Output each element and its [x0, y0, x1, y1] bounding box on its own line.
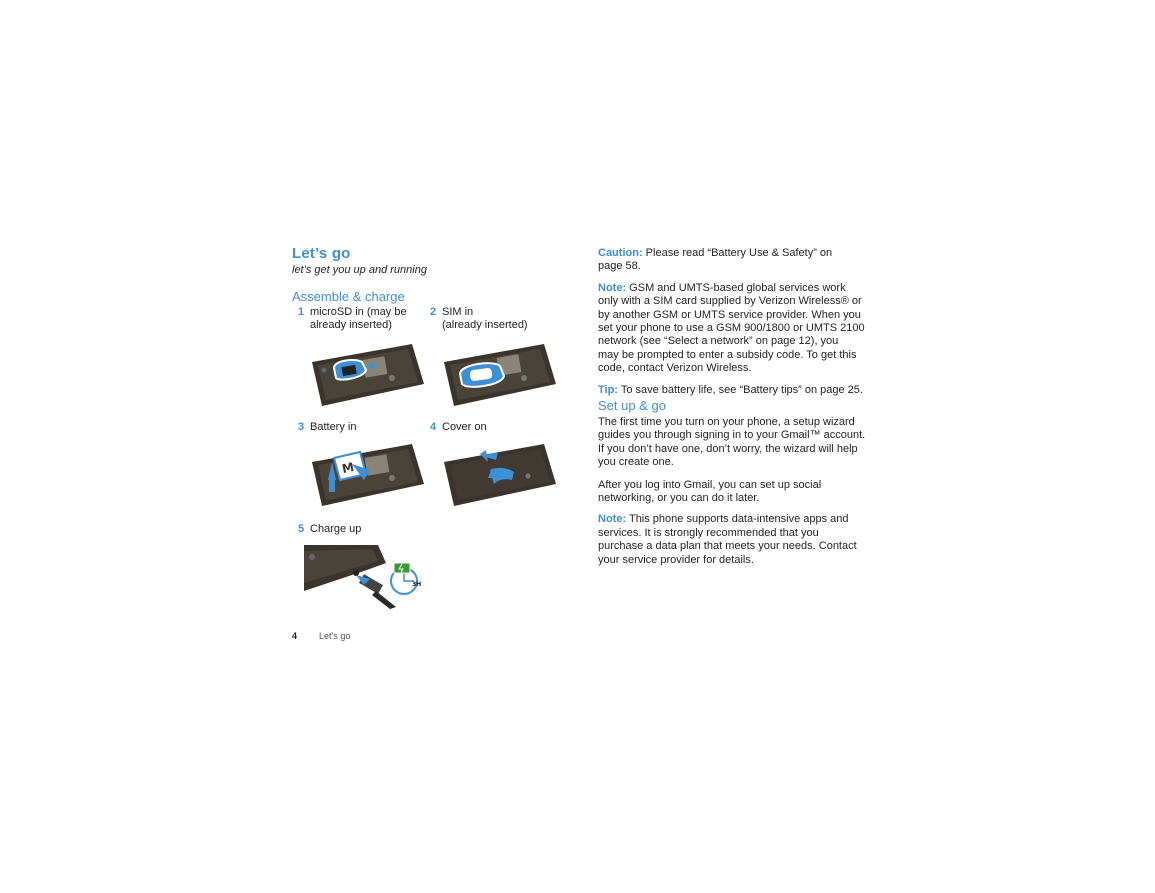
step-text: Battery in	[310, 421, 357, 433]
text-line: This phone supports data-intensive apps and	[628, 513, 849, 526]
text-line: may be prompted to enter a subsidy code. To get this	[598, 348, 857, 361]
note-label: Note:	[598, 281, 627, 294]
step-line: microSD in (may be	[310, 306, 407, 318]
phone-microsd-photo	[304, 340, 426, 408]
text-line: code, contact Verizon Wireless.	[598, 362, 752, 375]
page-subtitle: let’s get you up and running	[292, 264, 427, 276]
setup-paragraph	[598, 416, 866, 470]
step-number: 3	[298, 421, 305, 433]
text-line: you create one.	[598, 456, 674, 469]
text-line: set your phone to use a GSM 900/1800 or UMTS 2100	[598, 322, 865, 335]
page-number: 4	[292, 631, 298, 641]
svg-text:M: M	[340, 459, 356, 477]
charge-time-label: 3H	[412, 581, 422, 588]
text-line: network (see “Select a network” on page 12), you	[598, 335, 839, 348]
assemble-heading: Assemble & charge	[292, 289, 405, 304]
step-line: already inserted)	[310, 319, 392, 331]
sim-card-icon	[460, 363, 504, 387]
text-line: To save battery life, see “Battery tips” on page 25.	[620, 383, 863, 396]
step-text: Charge up	[310, 523, 362, 535]
note-gsm-paragraph	[598, 282, 866, 376]
charger-cable-icon	[356, 574, 396, 609]
step-2	[430, 306, 550, 334]
text-line: purchase a data plan that meets your needs. Contact	[598, 540, 857, 553]
tip-paragraph	[598, 384, 866, 397]
text-line: If you don’t have one, don’t worry, the wizard will help	[598, 442, 858, 455]
step-text	[310, 306, 407, 332]
text-line: After you log into Gmail, you can set up social	[598, 478, 822, 491]
note-label: Note:	[598, 513, 627, 526]
text-line: GSM and UMTS-based global services work	[629, 281, 846, 294]
text-line: guides you through signing in to your Gmail™ account.	[598, 429, 866, 442]
step-text: Cover on	[442, 421, 487, 433]
right-column	[598, 247, 866, 401]
step-1	[298, 306, 418, 334]
note-data-paragraph	[598, 513, 866, 567]
phone-battery-photo	[304, 440, 426, 508]
caution-label: Caution:	[598, 247, 643, 259]
text-line: networking, or you can do it later.	[598, 492, 760, 505]
footer-section: Let’s go	[319, 631, 351, 641]
setup-heading: Set up & go	[598, 398, 666, 413]
step-4	[430, 421, 550, 435]
text-line: Please read “Battery Use & Safety” on	[645, 247, 833, 259]
text-line: by another GSM or UMTS service provider. When you	[598, 308, 861, 321]
step-number: 2	[430, 306, 437, 318]
text-line: page 58.	[598, 260, 641, 273]
step-text	[442, 306, 528, 332]
step-number: 5	[298, 523, 305, 535]
text-line: your service provider for details.	[598, 553, 754, 566]
text-line: services. It is strongly recommended that you	[598, 526, 819, 539]
step-number: 1	[298, 306, 305, 318]
text-line: only with a SIM card supplied by Verizon Wireless® or	[598, 295, 862, 308]
phone-cover-photo	[436, 440, 558, 508]
phone-sim-photo	[436, 340, 558, 408]
step-5	[298, 523, 418, 537]
step-line: SIM in	[442, 306, 474, 318]
caution-paragraph	[598, 247, 866, 274]
step-number: 4	[430, 421, 437, 433]
text-line: The first time you turn on your phone, a setup wizard	[598, 416, 855, 428]
step-line: (already inserted)	[442, 319, 528, 331]
setup-section	[598, 416, 866, 571]
phone-charge-photo	[304, 545, 424, 609]
step-3	[298, 421, 418, 435]
tip-label: Tip:	[598, 383, 618, 396]
page-title: Let’s go	[292, 245, 351, 262]
after-gmail-paragraph	[598, 479, 866, 506]
charge-timer-icon	[391, 563, 417, 594]
